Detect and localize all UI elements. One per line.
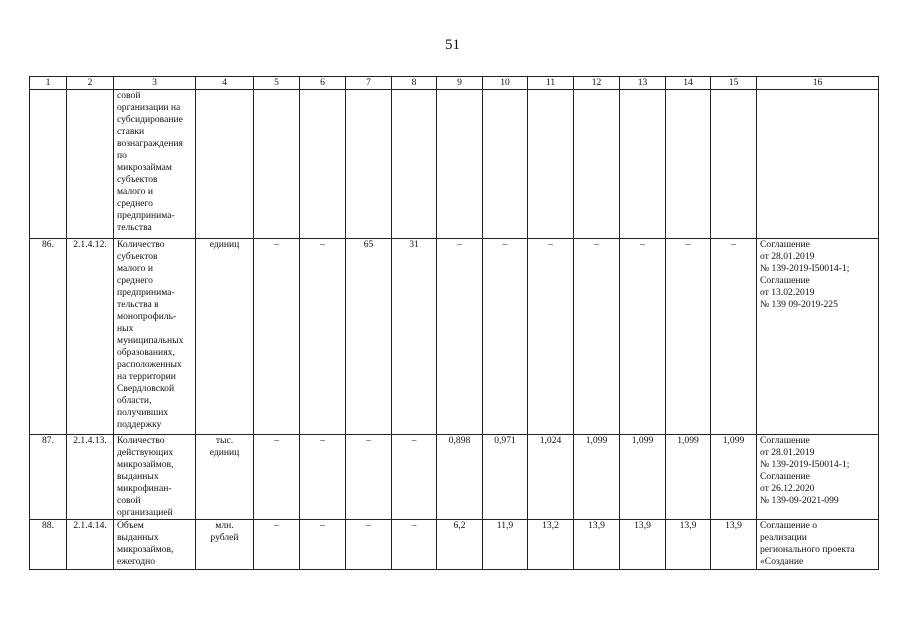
value-col-7: – (346, 520, 392, 570)
program-indicators-table (29, 76, 879, 570)
unit: тыс. единиц (196, 435, 254, 520)
basis-document: Соглашение от 28.01.2019 № 139-2019-I50014-1; Соглашение от 13.02.2019 № 139 09-2019-225 (757, 239, 879, 435)
row-number: 88. (30, 520, 67, 570)
value-col-11: 13,2 (528, 520, 574, 570)
row-code: 2.1.4.13. (67, 435, 114, 520)
indicator-name: Количество субъектов малого и среднего предпринима- тельства в монопрофиль- ных муниципальных образованиях, расположенных на территории Свердловской области, получивших поддержку (114, 239, 196, 435)
value-col-5: – (254, 520, 300, 570)
column-header: 1 (30, 77, 67, 90)
value-col-14: 1,099 (666, 435, 711, 520)
value-col-8: – (392, 435, 437, 520)
value-col-8 (392, 90, 437, 239)
row-number: 86. (30, 239, 67, 435)
column-header: 15 (711, 77, 757, 90)
unit: единиц (196, 239, 254, 435)
value-col-14: – (666, 239, 711, 435)
table-row-continued (30, 90, 879, 239)
column-header: 7 (346, 77, 392, 90)
indicator-name: совой организации на субсидирование ставки вознаграждения по микрозаймам субъектов малого и среднего предпринима- тельства (114, 90, 196, 239)
indicator-name: Количество действующих микрозаймов, выданных микрофинан- совой организацией (114, 435, 196, 520)
column-header: 9 (437, 77, 483, 90)
value-col-8: 31 (392, 239, 437, 435)
page-number: 51 (445, 37, 460, 53)
column-number-row (30, 77, 879, 90)
value-col-6: – (300, 435, 346, 520)
value-col-15: – (711, 239, 757, 435)
value-col-15: 13,9 (711, 520, 757, 570)
value-col-7: 65 (346, 239, 392, 435)
value-col-12: 1,099 (574, 435, 620, 520)
column-header: 13 (620, 77, 666, 90)
unit (196, 90, 254, 239)
table-row-87 (30, 435, 879, 520)
value-col-9: 6,2 (437, 520, 483, 570)
column-header: 10 (483, 77, 528, 90)
value-col-5: – (254, 239, 300, 435)
value-col-13: 13,9 (620, 520, 666, 570)
value-col-8: – (392, 520, 437, 570)
value-col-6 (300, 90, 346, 239)
basis-document (757, 90, 879, 239)
value-col-12: – (574, 239, 620, 435)
value-col-13: – (620, 239, 666, 435)
row-code: 2.1.4.12. (67, 239, 114, 435)
basis-document: Соглашение о реализации регионального проекта «Создание (757, 520, 879, 570)
indicator-name: Объем выданных микрозаймов, ежегодно (114, 520, 196, 570)
value-col-10: – (483, 239, 528, 435)
value-col-10: 0,971 (483, 435, 528, 520)
table-row-86 (30, 239, 879, 435)
value-col-7: – (346, 435, 392, 520)
value-col-9: – (437, 239, 483, 435)
column-header: 2 (67, 77, 114, 90)
column-header: 4 (196, 77, 254, 90)
column-header: 14 (666, 77, 711, 90)
value-col-12: 13,9 (574, 520, 620, 570)
value-col-11: 1,024 (528, 435, 574, 520)
unit: млн. рублей (196, 520, 254, 570)
value-col-5 (254, 90, 300, 239)
row-code: 2.1.4.14. (67, 520, 114, 570)
value-col-11: – (528, 239, 574, 435)
value-col-11 (528, 90, 574, 239)
row-code (67, 90, 114, 239)
basis-document: Соглашение от 28.01.2019 № 139-2019-I50014-1; Соглашение от 26.12.2020 № 139-09-2021-099 (757, 435, 879, 520)
value-col-14: 13,9 (666, 520, 711, 570)
column-header: 8 (392, 77, 437, 90)
value-col-13: 1,099 (620, 435, 666, 520)
column-header: 11 (528, 77, 574, 90)
row-number: 87. (30, 435, 67, 520)
table-row-88 (30, 520, 879, 570)
column-header: 6 (300, 77, 346, 90)
value-col-6: – (300, 239, 346, 435)
column-header: 12 (574, 77, 620, 90)
value-col-14 (666, 90, 711, 239)
row-number (30, 90, 67, 239)
value-col-5: – (254, 435, 300, 520)
value-col-9 (437, 90, 483, 239)
column-header: 3 (114, 77, 196, 90)
column-header: 16 (757, 77, 879, 90)
column-header: 5 (254, 77, 300, 90)
value-col-13 (620, 90, 666, 239)
value-col-15: 1,099 (711, 435, 757, 520)
value-col-12 (574, 90, 620, 239)
value-col-10: 11,9 (483, 520, 528, 570)
value-col-7 (346, 90, 392, 239)
value-col-10 (483, 90, 528, 239)
value-col-6: – (300, 520, 346, 570)
value-col-15 (711, 90, 757, 239)
value-col-9: 0,898 (437, 435, 483, 520)
